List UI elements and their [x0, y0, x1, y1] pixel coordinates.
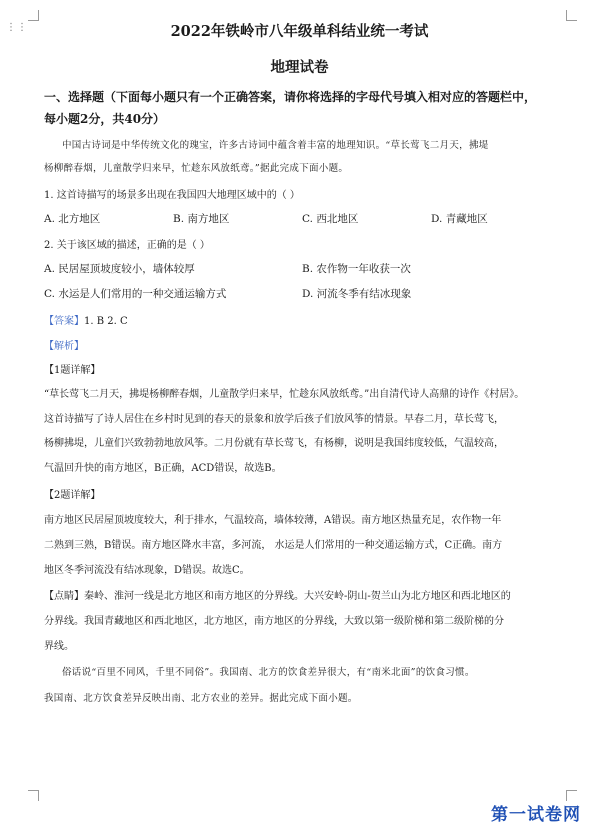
answer-line: [44, 312, 128, 327]
exam-title: 2022年铁岭市八年级单科结业统一考试: [170, 23, 429, 40]
analysis-label: 【解析】: [44, 341, 84, 352]
site-watermark-logo: 第一试卷网: [491, 805, 581, 825]
question-2-stem: 2. 关于该区域的描述，正确的是（ ）: [44, 240, 210, 251]
drag-handle-icon[interactable]: ⋮⋮: [6, 22, 28, 33]
tip-line: 分界线。我国青藏地区和西北地区，北方地区，南方地区的分界线，大致以第一级阶梯和第二级阶梯的分: [44, 616, 504, 627]
passage1-line1: 中国古诗词是中华传统文化的瑰宝，许多古诗词中蕴含着丰富的地理知识。“草长莺飞二月天，拂堤: [62, 140, 489, 151]
question-2-option-a: A. 民居屋顶坡度较小，墙体较厚: [44, 263, 195, 275]
q1-detail-line: “草长莺飞二月天，拂堤杨柳醉春烟，儿童散学归来早，忙趁东风放纸鸢。”出自清代诗人高鼎的诗作《村居》。: [44, 389, 525, 400]
question-1-stem: 1. 这首诗描写的场景多出现在我国四大地理区域中的（ ）: [44, 190, 300, 201]
question-1-option-a: A. 北方地区: [44, 213, 101, 225]
tip-line1: [44, 587, 511, 602]
tip-line: 界线。: [44, 641, 74, 652]
exam-subtitle: 地理试卷: [270, 59, 329, 76]
q1-detail-line: 这首诗描写了诗人居住在乡村时见到的春天的景象和放学后孩子们放风筝的情景。早春二月，草长莺飞，: [44, 414, 504, 425]
passage1-line2: 杨柳醉春烟，儿童散学归来早，忙趁东风放纸鸢。”据此完成下面小题。: [44, 163, 349, 174]
question-1-option-b: B. 南方地区: [173, 213, 230, 225]
q2-detail-label: 【2题详解】: [44, 490, 101, 501]
question-2-option-c: C. 水运是人们常用的一种交通运输方式: [44, 288, 227, 300]
question-1-option-c: C. 西北地区: [302, 213, 359, 225]
q2-detail-line: 南方地区民居屋顶坡度较大，利于排水，气温较高，墙体较薄，A错误。南方地区热量充足，农作物一年: [44, 515, 502, 526]
q1-detail-line: 杨柳拂堤，儿童们兴致勃勃地放风筝。二月份就有草长莺飞，有杨柳，说明是我国纬度较低，气温较高，: [44, 438, 504, 449]
answer-text: 1. B 2. C: [84, 316, 128, 327]
q1-detail-line: 气温回升快的南方地区，B正确，ACD错误，故选B。: [44, 463, 282, 474]
passage2-line1: 俗话说“百里不同风，千里不同俗”。我国南、北方的饮食差异很大，有“南米北面”的饮食习惯。: [62, 667, 475, 678]
passage2-line2: 我国南、北方饮食差异反映出南、北方农业的差异。据此完成下面小题。: [44, 693, 358, 704]
tip-label: 【点睛】: [44, 591, 84, 602]
answer-label: 【答案】: [44, 316, 84, 327]
question-2-option-b: B. 农作物一年收获一次: [302, 263, 411, 275]
q2-detail-line: 二熟到三熟，B错误。南方地区降水丰富，多河流， 水运是人们常用的一种交通运输方式，C正确。南方: [44, 540, 503, 551]
q2-detail-line: 地区冬季河流没有结冰现象，D错误。故选C。: [44, 565, 250, 576]
q1-detail-label: 【1题详解】: [44, 365, 101, 376]
question-2-option-d: D. 河流冬季有结冰现象: [302, 288, 412, 300]
tip-text: 秦岭、淮河一线是北方地区和南方地区的分界线。大兴安岭-阴山-贺兰山为北方地区和西北地区的: [84, 591, 511, 602]
question-1-option-d: D. 青藏地区: [431, 213, 488, 225]
page-corner-mark: [28, 790, 39, 801]
section-heading-line1: 一、选择题（下面每小题只有一个正确答案，请你将选择的字母代号填入相对应的答题栏中，: [44, 90, 537, 104]
section-heading-line2: 每小题2分，共40分）: [44, 112, 166, 126]
